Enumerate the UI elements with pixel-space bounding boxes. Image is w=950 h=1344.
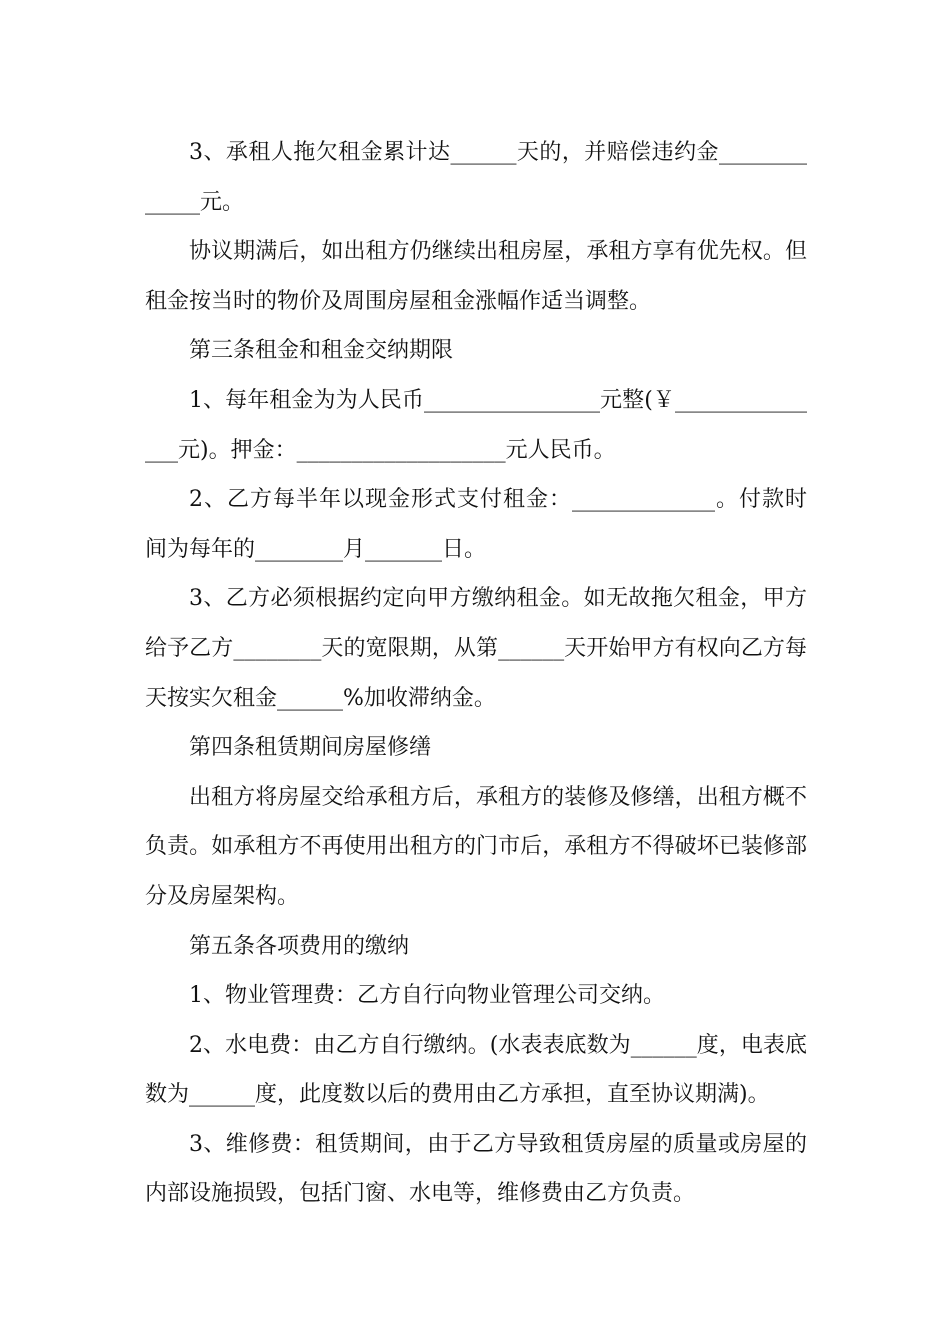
document-body bbox=[145, 128, 807, 1219]
clause-2-payment-schedule: 2、乙方每半年以现金形式支付租金：_____________。付款时间为每年的________月_______日。 bbox=[145, 487, 807, 562]
paragraph-repairs: 出租方将房屋交给承租方后，承租方的装修及修缮，出租方概不负责。如承租方不再使用出租方的门市后，承租方不得破坏已装修部分及房屋架构。 bbox=[145, 784, 807, 909]
paragraph-renewal-priority: 协议期满后，如出租方仍继续出租房屋，承租方享有优先权。但租金按当时的物价及周围房屋租金涨幅作适当调整。 bbox=[145, 239, 807, 314]
clause-1-property-fee: 1、物业管理费：乙方自行向物业管理公司交纳。 bbox=[189, 983, 665, 1009]
clause-2-utilities: 2、水电费：由乙方自行缴纳。(水表表底数为______度，电表底数为______度，此度数以后的费用由乙方承担，直至协议期满)。 bbox=[145, 1032, 807, 1108]
article-4-heading: 第四条租赁期间房屋修缮 bbox=[189, 735, 432, 761]
clause-3-maintenance: 3、维修费：租赁期间，由于乙方导致租赁房屋的质量或房屋的内部设施损毁，包括门窗、水电等，维修费由乙方负责。 bbox=[145, 1131, 807, 1207]
clause-1-annual-rent: 1、每年租金为为人民币________________元整(￥_______________元)。押金：___________________元人民币。 bbox=[145, 387, 807, 463]
clause-3-late-rent-penalty: 3、承租人拖欠租金累计达______天的，并赔偿违约金_____________元。 bbox=[145, 140, 807, 215]
article-5-heading: 第五条各项费用的缴纳 bbox=[189, 933, 410, 959]
clause-3-grace-period: 3、乙方必须根据约定向甲方缴纳租金。如无故拖欠租金，甲方给予乙方________天的宽限期，从第______天开始甲方有权向乙方每天按实欠租金______%加收滞纳金。 bbox=[145, 586, 807, 711]
article-3-heading: 第三条租金和租金交纳期限 bbox=[189, 338, 454, 364]
